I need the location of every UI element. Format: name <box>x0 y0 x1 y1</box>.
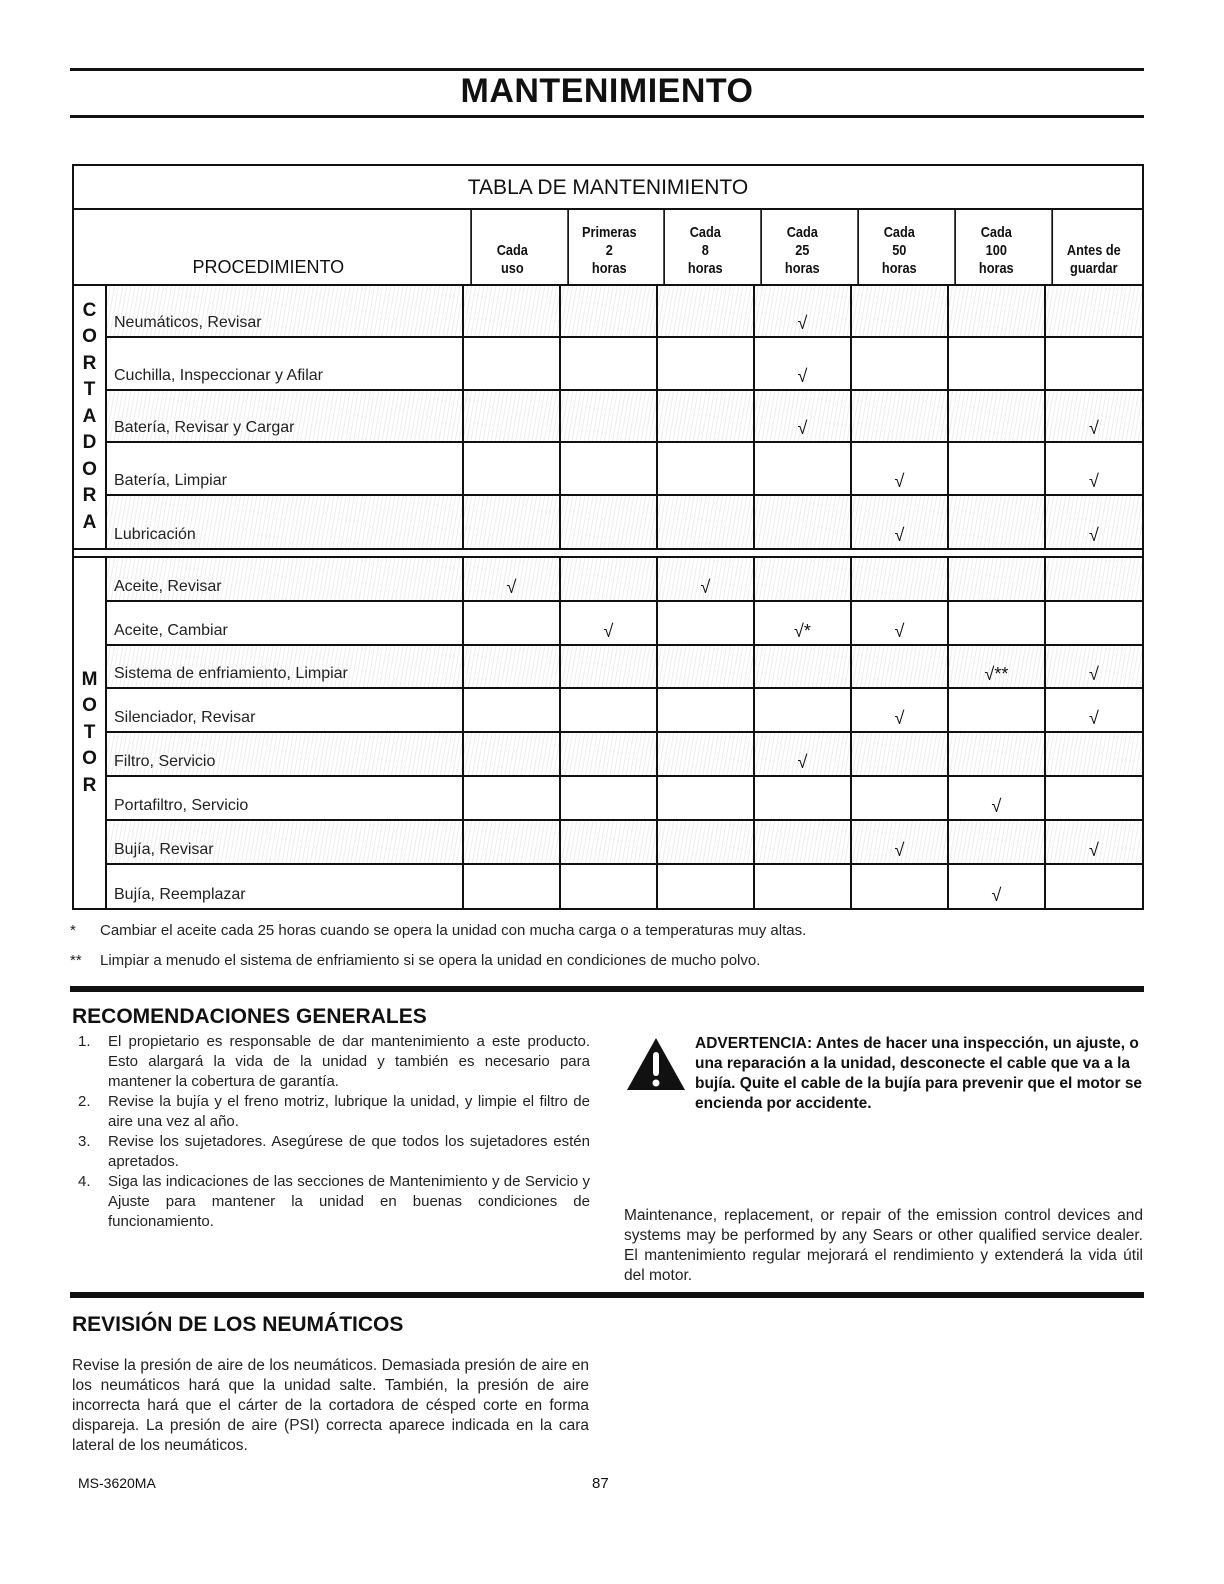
check-cell <box>559 286 656 336</box>
check-cell <box>462 496 559 548</box>
table-row <box>107 443 1142 495</box>
check-cell <box>1044 558 1142 600</box>
check-cell <box>850 338 947 388</box>
section-label-letter: O <box>82 695 97 717</box>
column-header-text <box>785 224 820 278</box>
procedure-name: Cuchilla, Inspeccionar y Afilar <box>114 366 323 384</box>
check-cell <box>559 865 656 909</box>
list-text: Revise la bujía y el freno motriz, lubrique la unidad, y limpie el filtro de aire una vez al año. <box>108 1093 590 1130</box>
check-cell <box>559 777 656 819</box>
table-row <box>107 558 1142 602</box>
column-header-text <box>882 224 917 278</box>
column-header <box>1051 210 1134 284</box>
section-label-letter: C <box>82 299 97 321</box>
section-label-letter: O <box>82 326 97 348</box>
check-cell <box>656 821 753 863</box>
section-rule <box>70 1292 1144 1298</box>
list-number: 1. <box>78 1033 91 1050</box>
procedure-name: Silenciador, Revisar <box>114 709 256 727</box>
check-cell <box>850 865 947 909</box>
check-cell <box>559 689 656 731</box>
check-cell: √ <box>753 391 850 441</box>
column-header-text <box>1067 242 1121 278</box>
list-item <box>78 1032 590 1092</box>
column-header-line: Cada <box>496 242 528 259</box>
table-row <box>107 821 1142 865</box>
check-cell <box>753 865 850 909</box>
column-header-line: 50 <box>892 242 907 259</box>
check-cell <box>462 733 559 775</box>
check-cell <box>947 602 1044 644</box>
table-row <box>107 338 1142 390</box>
table-row <box>107 602 1142 646</box>
check-cell: √ <box>1044 443 1142 493</box>
section-label <box>74 558 107 908</box>
column-header-line: Primeras <box>581 224 637 241</box>
footnote-mark: ** <box>70 952 82 969</box>
check-cell <box>753 558 850 600</box>
column-header-line: horas <box>688 260 724 277</box>
check-cell: √ <box>1044 496 1142 548</box>
list-number: 3. <box>78 1133 91 1150</box>
check-cell <box>1044 338 1142 388</box>
column-header-line: 2 <box>605 242 613 259</box>
check-cell: √ <box>947 865 1044 909</box>
check-cell <box>1044 286 1142 336</box>
section-label-letter: D <box>82 432 97 454</box>
column-header-line: guardar <box>1070 260 1118 277</box>
check-cell <box>753 443 850 493</box>
check-cell <box>462 821 559 863</box>
check-cell: √ <box>1044 821 1142 863</box>
footnote-text: Limpiar a menudo el sistema de enfriamiento si se opera la unidad en condiciones de mucho polvo. <box>100 952 761 969</box>
recomendaciones-heading: RECOMENDACIONES GENERALES <box>72 1005 427 1028</box>
section-label-letter: O <box>82 748 97 770</box>
column-header-line: horas <box>979 260 1014 277</box>
check-cell <box>1044 865 1142 909</box>
column-header-line: horas <box>882 260 917 277</box>
check-cell <box>850 777 947 819</box>
procedure-name: Batería, Limpiar <box>114 471 227 489</box>
section-label-letter: M <box>81 668 98 690</box>
table-row <box>107 733 1142 777</box>
check-cell: √ <box>753 286 850 336</box>
page-title: MANTENIMIENTO <box>460 72 754 110</box>
check-cell <box>559 558 656 600</box>
footnote-2 <box>70 952 760 969</box>
check-cell: √ <box>850 496 947 548</box>
column-header-line: 100 <box>985 242 1008 259</box>
check-cell <box>559 496 656 548</box>
check-cell <box>1044 777 1142 819</box>
check-cell <box>462 865 559 909</box>
column-header <box>470 210 552 284</box>
check-cell <box>947 689 1044 731</box>
check-cell <box>753 496 850 548</box>
check-cell <box>850 733 947 775</box>
maintenance-table <box>72 164 1144 910</box>
check-cell <box>559 646 656 688</box>
check-cell <box>462 689 559 731</box>
section-label-letter: T <box>83 721 96 743</box>
footnote-1 <box>70 922 806 939</box>
column-header-line: Cada <box>980 224 1013 241</box>
table-row <box>107 391 1142 443</box>
procedure-name: Portafiltro, Servicio <box>114 796 249 814</box>
page-number: 87 <box>592 1475 609 1492</box>
table-section-motor <box>74 558 1142 908</box>
column-header <box>858 210 940 284</box>
check-cell: √ <box>947 777 1044 819</box>
check-cell <box>656 865 753 909</box>
check-cell: √ <box>850 821 947 863</box>
neumaticos-text: Revise la presión de aire de los neumáticos. Demasiada presión de aire en los neumáticos hará que la unidad salte. También, la presión de aire incorrecta hará que el cárter de la cortadora de césped corte en forma dispareja. La presión de aire (PSI) correcta aparece indicada en la cara lateral de los neumáticos. <box>72 1357 589 1454</box>
check-cell: √ <box>850 689 947 731</box>
check-cell <box>656 733 753 775</box>
column-header-line: 25 <box>795 242 810 259</box>
section-separator <box>74 548 1142 558</box>
check-cell <box>1044 733 1142 775</box>
check-cell <box>462 391 559 441</box>
check-cell <box>947 733 1044 775</box>
section-label-letter: A <box>82 405 97 427</box>
section-label-letter: R <box>82 352 97 374</box>
check-cell <box>462 286 559 336</box>
section-label-letter: O <box>82 458 97 480</box>
table-row <box>107 286 1142 338</box>
procedure-header: PROCEDIMIENTO <box>192 257 345 277</box>
table-title: TABLA DE MANTENIMIENTO <box>74 166 1142 210</box>
footnote-text: Cambiar el aceite cada 25 horas cuando se opera la unidad con mucha carga o a temperaturas muy altas. <box>100 922 807 939</box>
section-label-letter: A <box>82 511 97 533</box>
check-cell: √ <box>656 558 753 600</box>
procedure-name: Bujía, Reemplazar <box>114 886 246 904</box>
check-cell <box>656 391 753 441</box>
model-number: MS-3620MA <box>78 1475 156 1491</box>
check-cell <box>1044 602 1142 644</box>
table-header <box>74 210 1142 286</box>
check-cell <box>462 602 559 644</box>
check-cell <box>850 286 947 336</box>
procedure-name: Aceite, Revisar <box>107 558 462 600</box>
column-header-text <box>688 224 723 278</box>
column-header <box>664 210 746 284</box>
recommendations-list <box>78 1032 590 1232</box>
check-cell: √ <box>1044 689 1142 731</box>
check-cell <box>947 286 1044 336</box>
table-row <box>107 777 1142 821</box>
section-label-letter: T <box>83 379 96 401</box>
column-header-line: horas <box>785 260 821 277</box>
column-header-line: Cada <box>690 224 722 241</box>
column-header-text <box>979 224 1014 278</box>
check-cell <box>559 443 656 493</box>
check-cell <box>462 338 559 388</box>
column-header-line: Cada <box>883 224 916 241</box>
check-cell <box>947 391 1044 441</box>
check-cell <box>656 338 753 388</box>
footnote-mark: * <box>70 922 76 939</box>
table-row <box>107 496 1142 548</box>
section-label <box>74 286 107 548</box>
check-cell <box>753 821 850 863</box>
check-cell <box>753 689 850 731</box>
check-cell <box>656 443 753 493</box>
check-cell: √** <box>947 646 1044 688</box>
column-header-line: 8 <box>702 242 710 259</box>
check-cell <box>462 443 559 493</box>
table-row <box>107 865 1142 909</box>
check-cell: √ <box>850 443 947 493</box>
table-row <box>107 646 1142 690</box>
section-label-letter: R <box>82 774 97 796</box>
list-number: 4. <box>78 1173 91 1190</box>
procedure-name: Neumáticos, Revisar <box>107 286 462 336</box>
procedure-name: Aceite, Cambiar <box>114 621 228 639</box>
check-cell: √ <box>1044 391 1142 441</box>
list-text: Siga las indicaciones de las secciones de Mantenimiento y de Servicio y Ajuste para mantener la unidad en buenas condiciones de funcionamiento. <box>108 1173 590 1230</box>
check-cell: √ <box>1044 646 1142 688</box>
section-rule <box>70 986 1144 992</box>
procedure-name: Bujía, Revisar <box>107 821 462 863</box>
procedure-name: Filtro, Servicio <box>107 733 462 775</box>
check-cell <box>947 496 1044 548</box>
list-text: Revise los sujetadores. Asegúrese de que todos los sujetadores estén apretados. <box>108 1133 590 1170</box>
warning-text: ADVERTENCIA: Antes de hacer una inspección, un ajuste, o una reparación a la unidad, desconecte el cable que va a la bujía. Quite el cable de la bujía para prevenir que el motor se encienda por accidente. <box>695 1035 1143 1112</box>
column-header <box>954 210 1036 284</box>
column-header-text <box>582 224 637 278</box>
column-header <box>761 210 843 284</box>
column-header-line: Cada <box>787 224 819 241</box>
check-cell: √ <box>850 602 947 644</box>
check-cell: √ <box>559 602 656 644</box>
column-header-text <box>496 242 527 278</box>
check-cell <box>850 646 947 688</box>
list-number: 2. <box>78 1093 91 1110</box>
check-cell <box>753 646 850 688</box>
check-cell: √ <box>753 338 850 388</box>
check-cell <box>850 558 947 600</box>
table-rows <box>107 558 1142 908</box>
column-header-line: Antes de <box>1066 242 1121 259</box>
check-cell <box>656 602 753 644</box>
warning-triangle-icon <box>625 1036 687 1092</box>
column-header-line: horas <box>591 260 627 277</box>
check-cell <box>656 496 753 548</box>
procedure-name: Lubricación <box>107 496 462 548</box>
table-section-cortadora <box>74 286 1142 548</box>
list-text: El propietario es responsable de dar mantenimiento a este producto. Esto alargará la vida de la unidad y también es necesario para mantener la cobertura de garantía. <box>108 1033 590 1090</box>
table-row <box>107 689 1142 733</box>
check-cell <box>559 391 656 441</box>
column-header-line: uso <box>500 260 524 277</box>
check-cell <box>462 777 559 819</box>
title-rule-top <box>70 68 1144 71</box>
check-cell <box>559 338 656 388</box>
neumaticos-heading: REVISIÓN DE LOS NEUMÁTICOS <box>72 1313 404 1336</box>
title-rule-bottom <box>70 115 1144 118</box>
check-cell <box>947 443 1044 493</box>
procedure-name: Batería, Revisar y Cargar <box>107 391 462 441</box>
list-item <box>78 1092 590 1132</box>
list-item <box>78 1172 590 1232</box>
check-cell <box>656 646 753 688</box>
check-cell: √ <box>753 733 850 775</box>
check-cell: √* <box>753 602 850 644</box>
table-rows <box>107 286 1142 548</box>
check-cell <box>462 646 559 688</box>
column-header <box>567 210 649 284</box>
check-cell <box>656 777 753 819</box>
check-cell <box>947 338 1044 388</box>
emission-text: Maintenance, replacement, or repair of the emission control devices and systems may be performed by any Sears or other qualified service dealer. El mantenimiento regular mejorará el rendimiento y extenderá la vida útil del motor. <box>624 1207 1143 1284</box>
list-item <box>78 1132 590 1172</box>
check-cell <box>947 558 1044 600</box>
check-cell <box>947 821 1044 863</box>
check-cell: √ <box>462 558 559 600</box>
check-cell <box>559 821 656 863</box>
section-label-letter: R <box>82 485 97 507</box>
procedure-name: Sistema de enfriamiento, Limpiar <box>107 646 462 688</box>
check-cell <box>559 733 656 775</box>
check-cell <box>656 286 753 336</box>
check-cell <box>656 689 753 731</box>
check-cell <box>753 777 850 819</box>
check-cell <box>850 391 947 441</box>
